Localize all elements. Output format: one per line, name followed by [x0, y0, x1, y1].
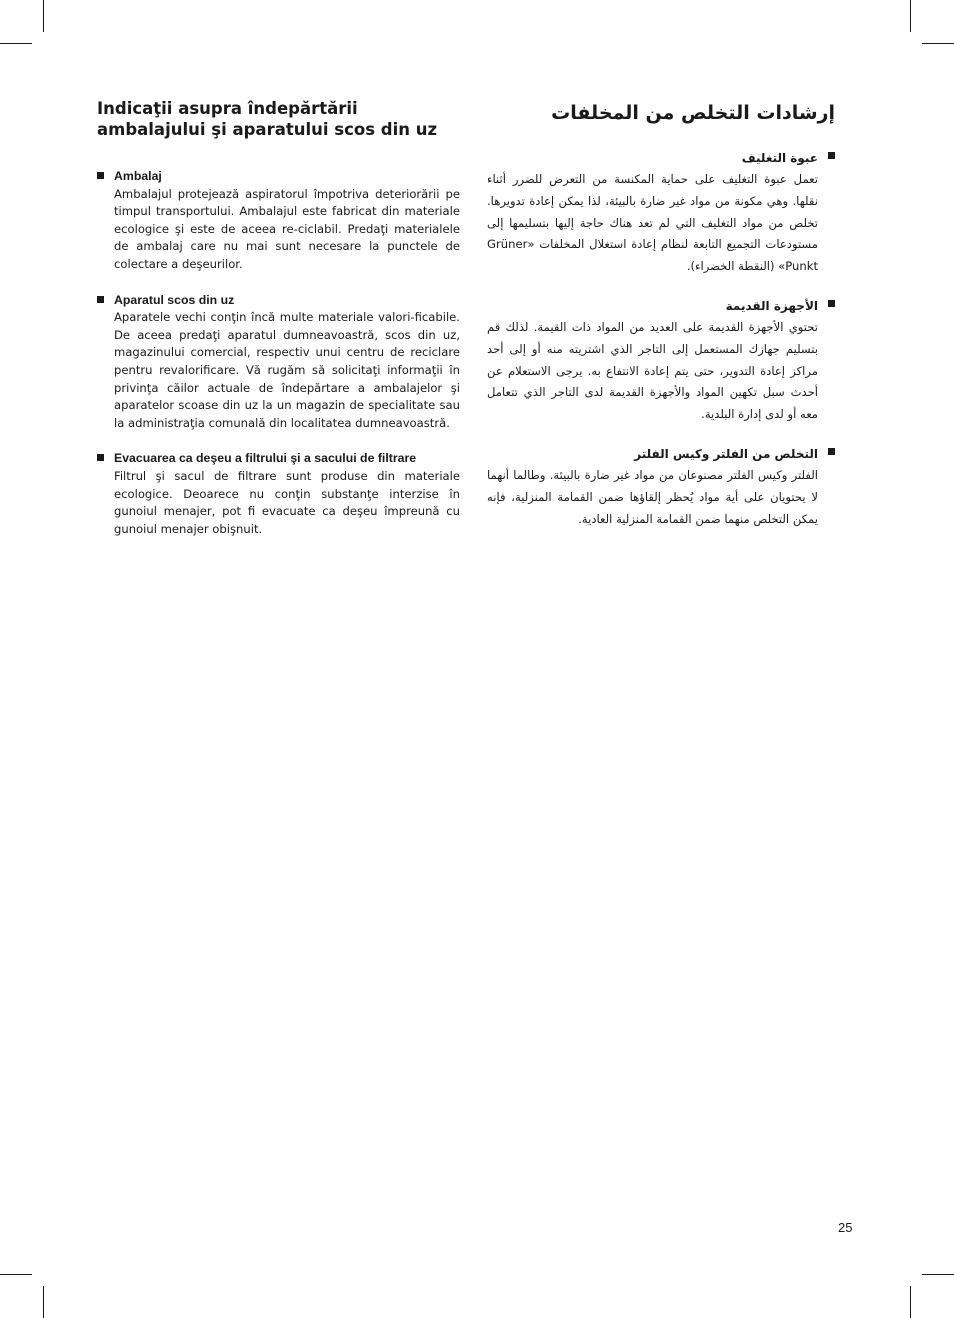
square-bullet-icon	[828, 300, 835, 307]
section-body: Filtrul şi sacul de filtrare sunt produse din materiale ecologice. Deoarece nu conţin substanţe interzise în gunoiul menajer, pot fi evacuate ca deşeu împreună cu gunoiul menajer obişnuit.	[114, 468, 460, 536]
arabic-column	[487, 100, 835, 548]
page-number: 25	[838, 1220, 853, 1235]
section-packaging-arabic	[487, 148, 835, 278]
section-filter-disposal-arabic	[487, 444, 835, 530]
crop-mark	[922, 43, 954, 44]
section-old-appliance	[97, 292, 460, 433]
section-old-appliance-arabic	[487, 296, 835, 426]
crop-mark	[0, 1274, 32, 1275]
section-title: الأجهزة القديمة	[725, 298, 818, 313]
square-bullet-icon	[97, 296, 104, 303]
page-title-arabic: إرشادات التخلص من المخلفات	[551, 102, 835, 124]
section-title: Ambalaj	[114, 169, 162, 183]
crop-mark	[910, 0, 911, 32]
section-filter-disposal	[97, 450, 460, 538]
section-body: تعمل عبوة التغليف على حماية المكنسة من التعرض للضرر أثناء نقلها. وهي مكونة من مواد غير ضارة بالبيئة، لذا يمكن إعادة تدويرها. تخلص من مواد التغليف التي لم تعد هناك حاجة إليها بتسليمها إلى مستودعات التجميع التابعة لنظام إعادة استغلال المخلفات «Grüner Punkt» (النقطة الخضراء).	[487, 172, 818, 274]
crop-mark	[43, 1286, 44, 1318]
crop-mark	[910, 1286, 911, 1318]
page-title-romanian: Indicaţii asupra îndepărtării ambalajului şi aparatului scos din uz	[97, 99, 438, 139]
square-bullet-icon	[97, 454, 104, 461]
section-body: Ambalajul protejează aspiratorul împotriva deteriorării pe timpul transportului. Ambalajul este fabricat din materiale ecologice şi este de aceea re-ciclabil. Predaţi materialele de ambalaj care nu mai sunt necesare la punctele de colectare a deşeurilor.	[114, 186, 460, 271]
square-bullet-icon	[828, 152, 835, 159]
square-bullet-icon	[828, 448, 835, 455]
square-bullet-icon	[97, 172, 104, 179]
section-body: تحتوي الأجهزة القديمة على العديد من المواد ذات القيمة. لذلك قم بتسليم جهازك المستعمل إلى التاجر الذي اشتريته منه أو إلى أحد مراكز إعادة التدوير، حتى يتم إعادة الانتفاع به. يرجى الاستعلام عن أحدث سبل تكهين المواد والأجهزة القديمة لدى التاجر الذي تتعامل معه أو لدى إدارة البلدية.	[487, 319, 818, 422]
section-packaging	[97, 168, 460, 274]
crop-mark	[0, 43, 32, 44]
section-title: Aparatul scos din uz	[114, 292, 235, 307]
section-title: عبوة التغليف	[741, 151, 818, 165]
romanian-column	[97, 98, 460, 556]
section-title: التخلص من الفلتر وكيس الفلتر	[634, 446, 818, 461]
crop-mark	[43, 0, 44, 32]
section-body: Aparatele vechi conţin încă multe materiale valori-ficabile. De aceea predaţi aparatul dumneavoastră, scos din uz, magazinului comercial, respectiv unui centru de reciclare pentru revalorificare. Vă rugăm să solicitaţi informaţii în privinţa căilor actuale de îndepărtare a ambalajelor şi aparatelor scoase din uz la un magazin de specialitate sau la administraţia comunală din localitatea dumneavoastră.	[114, 310, 460, 430]
section-body: الفلتر وكيس الفلتر مصنوعان من مواد غير ضارة بالبيئة. وطالما أنهما لا يحتويان على أية مواد يُحظر إلقاؤها ضمن القمامة المنزلية، فإنه يمكن التخلص منهما ضمن القمامة المنزلية العادية.	[487, 467, 818, 526]
crop-mark	[922, 1274, 954, 1275]
section-title: Evacuarea ca deşeu a filtrului şi a sacului de filtrare	[114, 451, 417, 466]
